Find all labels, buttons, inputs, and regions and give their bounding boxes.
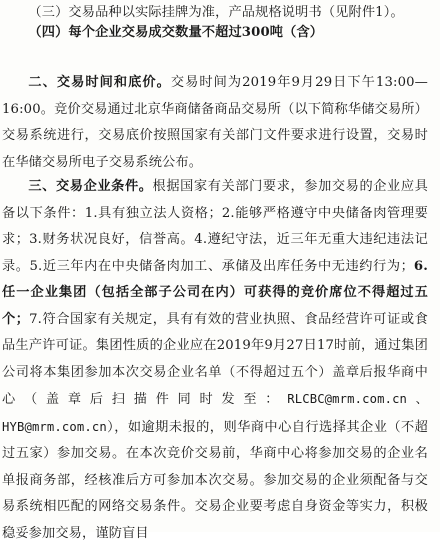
section-2-body: 交易时间为2019年9月29日下午13:00—16:00。竞价交易通过北京华商储备商品交易所（以下简称华储交易所）交易系统进行，交易底价按照国家有关部门文件要求进行设置，交易时在华储交易所电子交易系统公布。 [2,75,428,170]
section-3-body-part3: ），如逾期未报的，则华商中心自行选择其企业（不超过五家）参加交易。在本次竞价交易前，华商中心将参加交易的企业名单报商务部，经核准后方可参加本次交易。参加交易的企业须配备与交易系统相匹配的网络交易条件。交易企业要考虑自身资金等实力，积极稳妥参加交易，谨防盲目 [2,419,428,541]
section-3-emails: RLCBC@mrm.com.cn、HYB@mrm.com.cn [2,392,428,434]
section-2-paragraph [2,70,428,176]
item-4-paragraph [2,20,428,47]
section-3-body-part1: 根据国家有关部门要求，参加交易的企业应具备以下条件：1.具有独立法人资格；2.能够严格遵守中央储备肉管理要求；3.财务状况良好，信誉高。4.遵纪守法，近三年无重大违纪违法记录。5.近三年内在中央储备肉加工、承储及出库任务中无违约行为； [2,179,428,274]
item-3-text: （三）交易品种以实际挂牌为准，产品规格说明书（见附件1）。 [28,5,404,20]
section-3-heading: 三、交易企业条件。 [28,179,153,194]
item-4-text: （四）每个企业交易成交数量不超过300吨（含） [28,25,324,40]
section-3-paragraph [2,174,428,547]
section-2-heading: 二、交易时间和底价。 [28,75,171,90]
section-3-body-part2: 7.符合国家有关规定，具有有效的营业执照、食品经营许可证或食品生产许可证。集团性质的企业应在2019年9月27日17时前，通过集团公司将本集团参加本次交易企业名单（不得超过五个）盖章后报华商中心（盖章后扫描件同时发至： [2,311,428,407]
section-3-bold-clause: 6.任一企业集团（包括全部子公司在内）可获得的竞价席位不得超过五个； [2,258,428,327]
